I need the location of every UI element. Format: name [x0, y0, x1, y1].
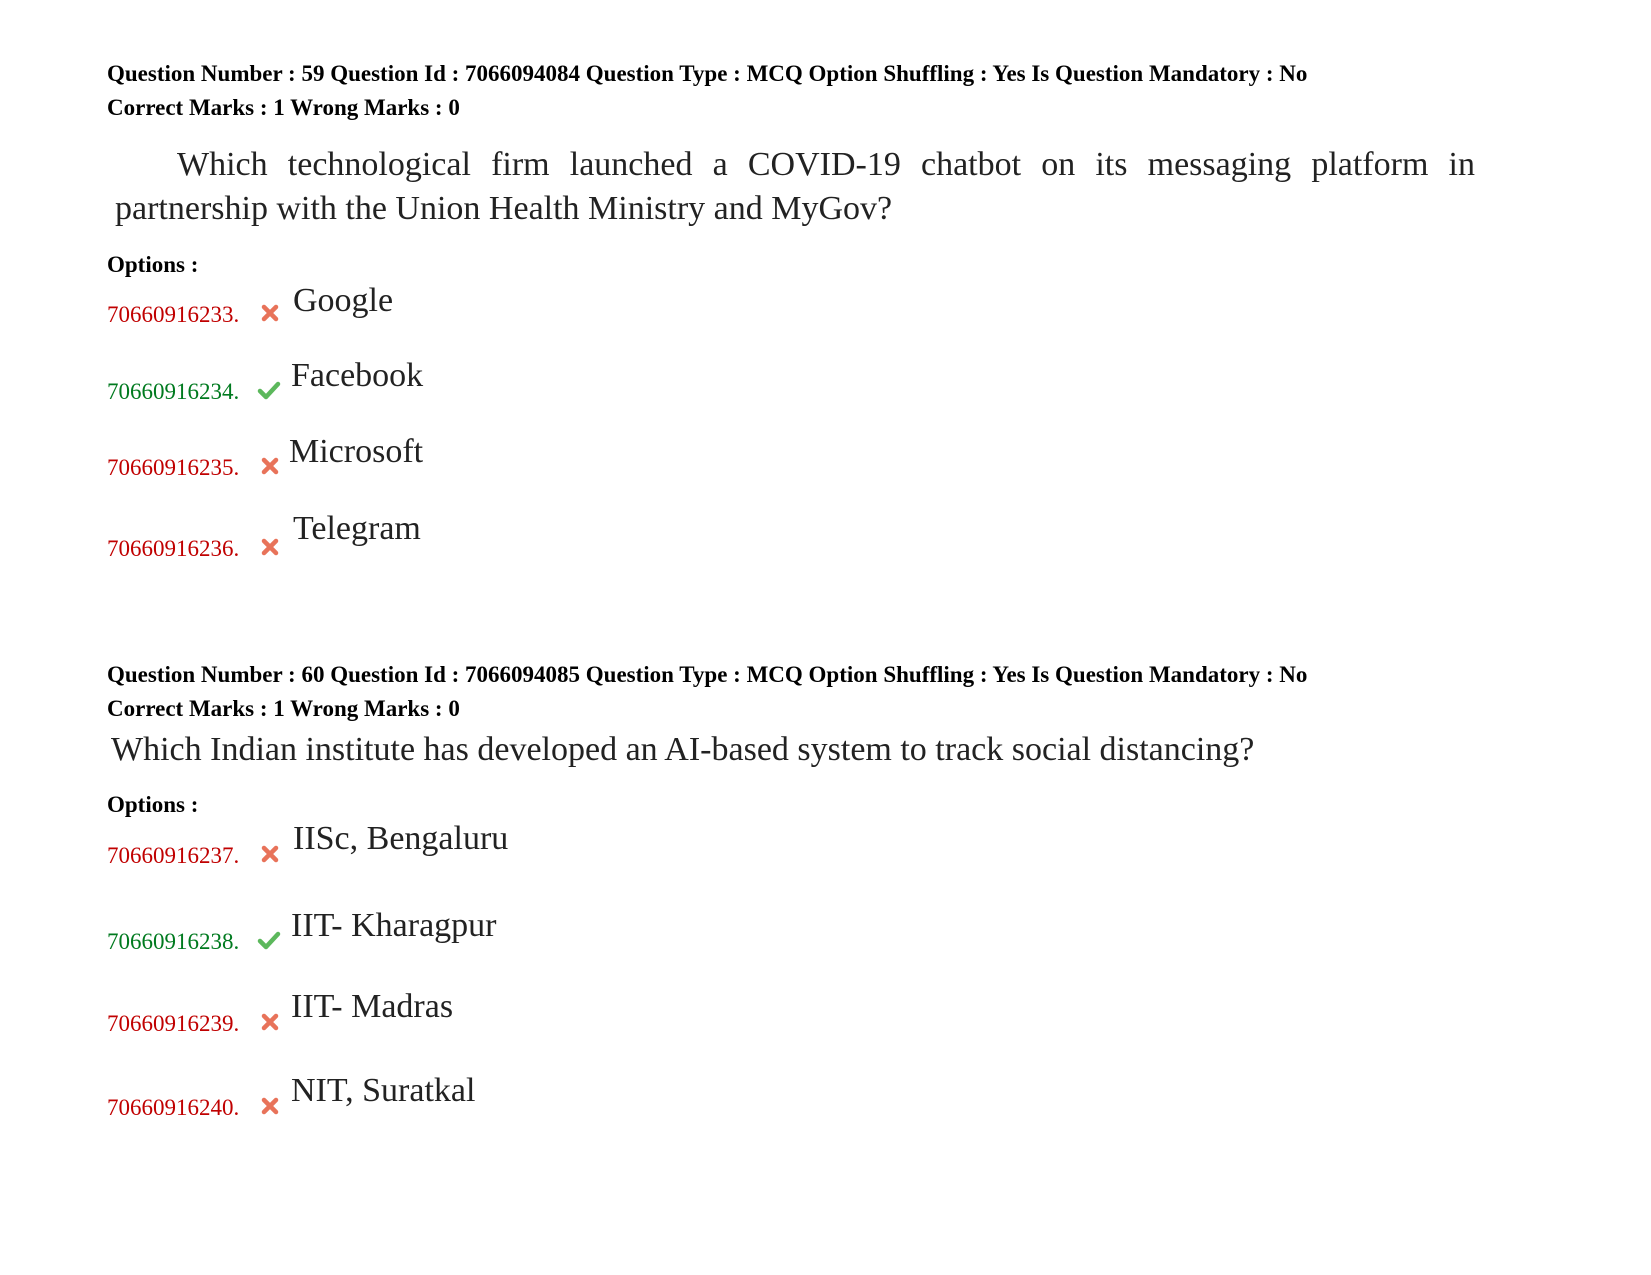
cross-icon [258, 301, 282, 325]
cross-icon [258, 1010, 282, 1034]
option-text: IISc, Bengaluru [293, 820, 509, 857]
option-text: Facebook [291, 357, 424, 394]
cross-icon [258, 535, 282, 559]
option-text: IIT- Madras [291, 988, 454, 1025]
option-text: NIT, Suratkal [291, 1072, 476, 1109]
option-id: 70660916238. [107, 929, 240, 954]
question-marks-line: Correct Marks : 1 Wrong Marks : 0 [107, 95, 460, 120]
check-icon [257, 928, 281, 952]
option-id: 70660916237. [107, 843, 240, 868]
option-text: Microsoft [289, 433, 424, 470]
cross-icon [258, 454, 282, 478]
option-id: 70660916233. [107, 302, 240, 327]
cross-icon [258, 1094, 282, 1118]
check-icon [257, 378, 281, 402]
option-text: Telegram [293, 510, 421, 547]
option-text: Google [293, 282, 394, 319]
option-id: 70660916235. [107, 455, 240, 480]
question-text: Which technological firm launched a COVID-19 chatbot on its messaging platform in partnership with the Union Health Ministry and MyGov? [115, 146, 1475, 227]
options-label: Options : [107, 252, 199, 277]
option-text: IIT- Kharagpur [291, 907, 497, 944]
question-text: Which Indian institute has developed an AI-based system to track social distancing? [111, 731, 1255, 768]
question-marks-line: Correct Marks : 1 Wrong Marks : 0 [107, 696, 460, 721]
question-meta-line: Question Number : 60 Question Id : 7066094085 Question Type : MCQ Option Shuffling : Yes Is Question Mandatory : No [107, 662, 1308, 687]
option-id: 70660916240. [107, 1095, 240, 1120]
options-label: Options : [107, 792, 199, 817]
question-meta-line: Question Number : 59 Question Id : 7066094084 Question Type : MCQ Option Shuffling : Yes Is Question Mandatory : No [107, 61, 1308, 86]
option-id: 70660916234. [107, 379, 240, 404]
option-id: 70660916239. [107, 1011, 240, 1036]
cross-icon [258, 842, 282, 866]
option-id: 70660916236. [107, 536, 240, 561]
